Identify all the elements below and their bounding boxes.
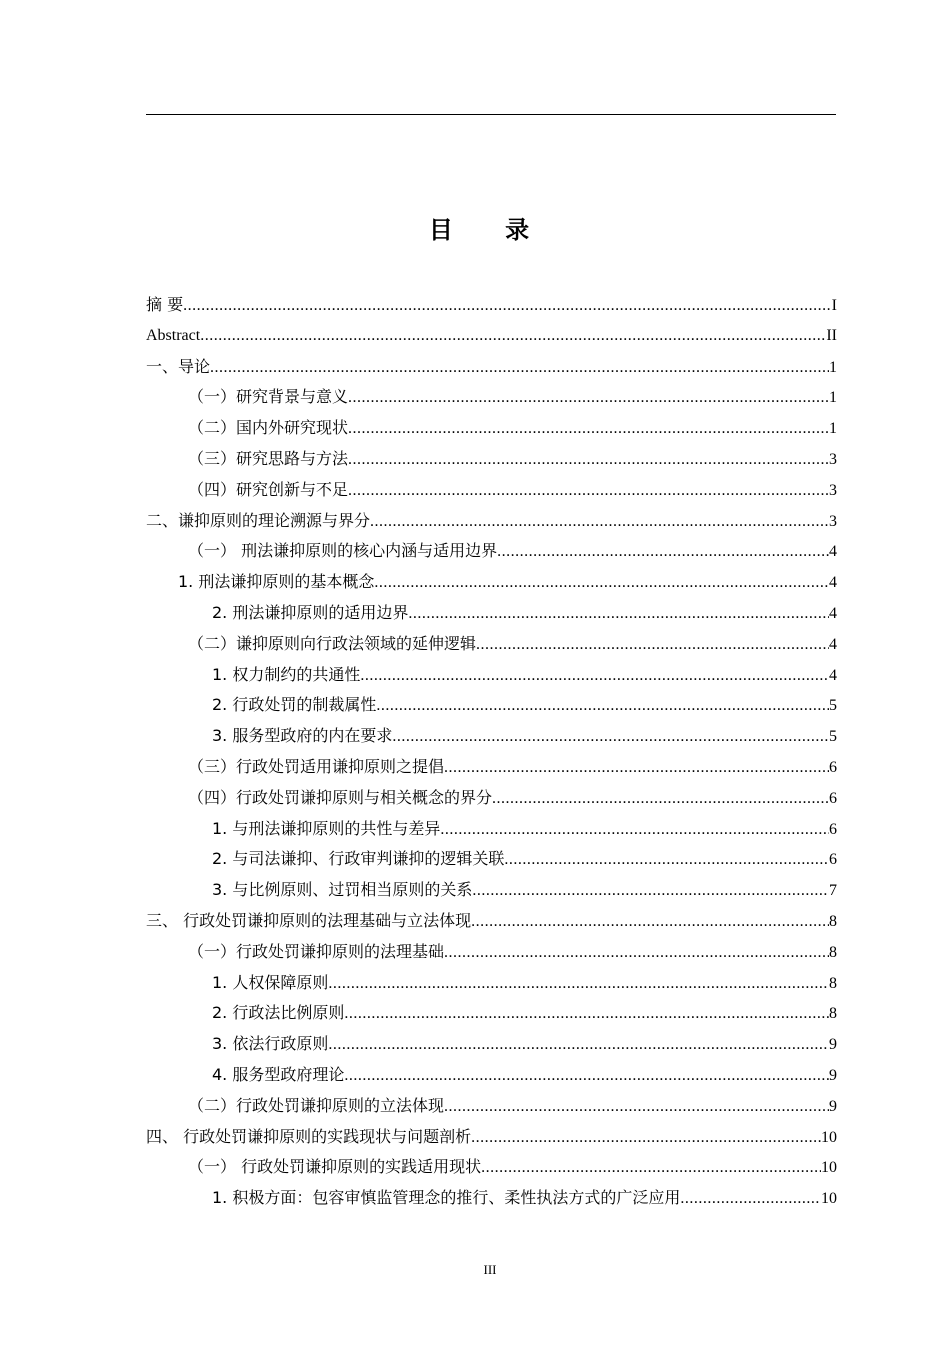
- toc-entry-page: 10: [821, 1128, 837, 1146]
- dot-leader: [476, 630, 829, 661]
- dot-leader: [344, 999, 829, 1030]
- toc-entry[interactable]: [146, 475, 837, 506]
- toc-entry-page: 1: [829, 358, 837, 376]
- toc-entry[interactable]: [146, 536, 837, 567]
- toc-entry-title: （二）谦抑原则向行政法领域的延伸逻辑: [188, 633, 477, 653]
- toc-entry-title: 三、 行政处罚谦抑原则的法理基础与立法体现: [146, 910, 472, 930]
- dot-leader: [504, 845, 829, 876]
- dot-leader: [472, 876, 829, 907]
- dot-leader: [374, 568, 829, 599]
- toc-entry-page: 6: [829, 820, 837, 838]
- toc-entry-page: 8: [829, 943, 837, 961]
- dot-leader: [497, 537, 829, 568]
- toc-entry-title: 2. 刑法谦抑原则的适用边界: [212, 602, 409, 622]
- dot-leader: [200, 321, 826, 352]
- toc-entry-page: 1: [829, 389, 837, 407]
- toc-entry-title: 3. 与比例原则、过罚相当原则的关系: [212, 880, 473, 900]
- dot-leader: [392, 722, 829, 753]
- toc-entry[interactable]: [146, 413, 837, 444]
- dot-leader: [328, 1030, 829, 1061]
- dot-leader: [471, 907, 829, 938]
- toc-entry-page: 5: [829, 728, 837, 746]
- dot-leader: [348, 383, 829, 414]
- toc-entry[interactable]: [146, 998, 837, 1029]
- dot-leader: [680, 1184, 821, 1215]
- toc-entry-title: （一）研究背景与意义: [188, 387, 349, 407]
- dot-leader: [210, 353, 829, 384]
- toc-entry-title: 1. 与刑法谦抑原则的共性与差异: [212, 818, 441, 838]
- toc-entry[interactable]: [146, 937, 837, 968]
- toc-entry-page: I: [831, 297, 837, 314]
- toc-entry[interactable]: [146, 875, 837, 906]
- toc-entry-page: 5: [829, 697, 837, 715]
- toc-entry-title: 1. 积极方面：包容审慎监管理念的推行、柔性执法方式的广泛应用: [212, 1188, 681, 1208]
- toc-entry-title: 1. 人权保障原则: [212, 972, 329, 992]
- toc-entry[interactable]: [146, 1091, 837, 1122]
- dot-leader: [183, 291, 832, 322]
- dot-leader: [481, 1153, 821, 1184]
- dot-leader: [440, 815, 829, 846]
- toc-entry[interactable]: [146, 752, 837, 783]
- toc-entry-page: 9: [829, 1066, 837, 1084]
- toc-entry[interactable]: [146, 629, 837, 660]
- toc-entry-page: 9: [829, 1036, 837, 1054]
- toc-entry[interactable]: [146, 598, 837, 629]
- toc-entry[interactable]: [146, 382, 837, 413]
- toc-entry[interactable]: [146, 1152, 837, 1183]
- toc-entry-page: 6: [829, 758, 837, 776]
- toc-entry[interactable]: [146, 352, 837, 383]
- toc-entry[interactable]: [146, 567, 837, 598]
- toc-entry[interactable]: [146, 906, 837, 937]
- toc-entry-title: （四）行政处罚谦抑原则与相关概念的界分: [188, 787, 493, 807]
- toc-entry-page: 3: [829, 481, 837, 499]
- toc-entry-title: 2. 行政处罚的制裁属性: [212, 695, 377, 715]
- toc-entry[interactable]: [146, 783, 837, 814]
- header-rule: [146, 114, 836, 115]
- dot-leader: [444, 753, 829, 784]
- toc-entry-title: （一）行政处罚谦抑原则的法理基础: [188, 941, 445, 961]
- toc-entry-page: 6: [829, 789, 837, 807]
- toc-entry[interactable]: [146, 721, 837, 752]
- toc-entry-page: 8: [829, 974, 837, 992]
- toc-entry-page: 3: [829, 512, 837, 530]
- toc-entry-title: Abstract: [146, 326, 201, 344]
- toc-entry-title: （四）研究创新与不足: [188, 479, 349, 499]
- toc-entry-title: 摘 要: [146, 295, 184, 314]
- dot-leader: [348, 445, 829, 476]
- toc-entry[interactable]: [146, 506, 837, 537]
- toc-entry-title: （三）行政处罚适用谦抑原则之提倡: [188, 756, 445, 776]
- toc-entry-title: （二）行政处罚谦抑原则的立法体现: [188, 1095, 445, 1115]
- dot-leader: [370, 507, 829, 538]
- dot-leader: [348, 414, 829, 445]
- dot-leader: [444, 1092, 829, 1123]
- toc-entry-page: 3: [829, 450, 837, 468]
- toc-entry-page: 7: [829, 882, 837, 900]
- dot-leader: [444, 938, 829, 969]
- toc-entry-title: 四、 行政处罚谦抑原则的实践现状与问题剖析: [146, 1126, 472, 1146]
- toc-entry-title: 4. 服务型政府理论: [212, 1064, 345, 1084]
- toc-entry-page: 10: [821, 1190, 837, 1208]
- dot-leader: [360, 661, 829, 692]
- toc-entry[interactable]: [146, 968, 837, 999]
- toc-entry[interactable]: [146, 814, 837, 845]
- toc-entry-page: 6: [829, 851, 837, 869]
- toc-entry[interactable]: [146, 844, 837, 875]
- toc-entry-page: II: [826, 326, 837, 344]
- toc-entry-page: 8: [829, 912, 837, 930]
- page-number: III: [483, 1262, 497, 1277]
- toc-entry-page: 4: [829, 543, 837, 561]
- toc-entry[interactable]: [146, 1122, 837, 1153]
- dot-leader: [471, 1123, 821, 1154]
- toc-list: [146, 290, 837, 1214]
- toc-entry-title: 1. 权力制约的共通性: [212, 664, 361, 684]
- toc-entry-page: 4: [829, 574, 837, 592]
- toc-title: 目 录: [428, 216, 552, 244]
- dot-leader: [376, 691, 829, 722]
- toc-entry-title: 2. 行政法比例原则: [212, 1003, 345, 1023]
- dot-leader: [328, 969, 829, 1000]
- toc-entry-title: 一、导论: [146, 356, 211, 376]
- toc-entry-page: 4: [829, 666, 837, 684]
- toc-entry-title: 3. 服务型政府的内在要求: [212, 726, 393, 746]
- toc-entry[interactable]: [146, 1029, 837, 1060]
- toc-entry-title: （一） 行政处罚谦抑原则的实践适用现状: [188, 1157, 482, 1177]
- toc-entry[interactable]: [146, 1183, 837, 1214]
- dot-leader: [344, 1061, 829, 1092]
- toc-entry[interactable]: [146, 1060, 837, 1091]
- toc-entry-title: 1. 刑法谦抑原则的基本概念: [178, 572, 375, 592]
- toc-entry[interactable]: [146, 290, 837, 321]
- toc-entry-title: 3. 依法行政原则: [212, 1034, 329, 1054]
- toc-entry-page: 4: [829, 604, 837, 622]
- toc-entry-title: （一） 刑法谦抑原则的核心内涵与适用边界: [188, 541, 498, 561]
- toc-entry-page: 4: [829, 635, 837, 653]
- toc-entry-page: 9: [829, 1097, 837, 1115]
- toc-entry-page: 10: [821, 1159, 837, 1177]
- toc-entry-page: 8: [829, 1005, 837, 1023]
- dot-leader: [408, 599, 829, 630]
- toc-entry[interactable]: [146, 660, 837, 691]
- toc-entry-title: （二）国内外研究现状: [188, 418, 349, 438]
- dot-leader: [492, 784, 829, 815]
- toc-entry-title: 二、谦抑原则的理论溯源与界分: [146, 510, 371, 530]
- toc-entry[interactable]: [146, 321, 837, 352]
- dot-leader: [348, 476, 829, 507]
- toc-entry-page: 1: [829, 420, 837, 438]
- toc-entry[interactable]: [146, 690, 837, 721]
- toc-entry-title: （三）研究思路与方法: [188, 448, 349, 468]
- toc-entry[interactable]: [146, 444, 837, 475]
- toc-entry-title: 2. 与司法谦抑、行政审判谦抑的逻辑关联: [212, 849, 505, 869]
